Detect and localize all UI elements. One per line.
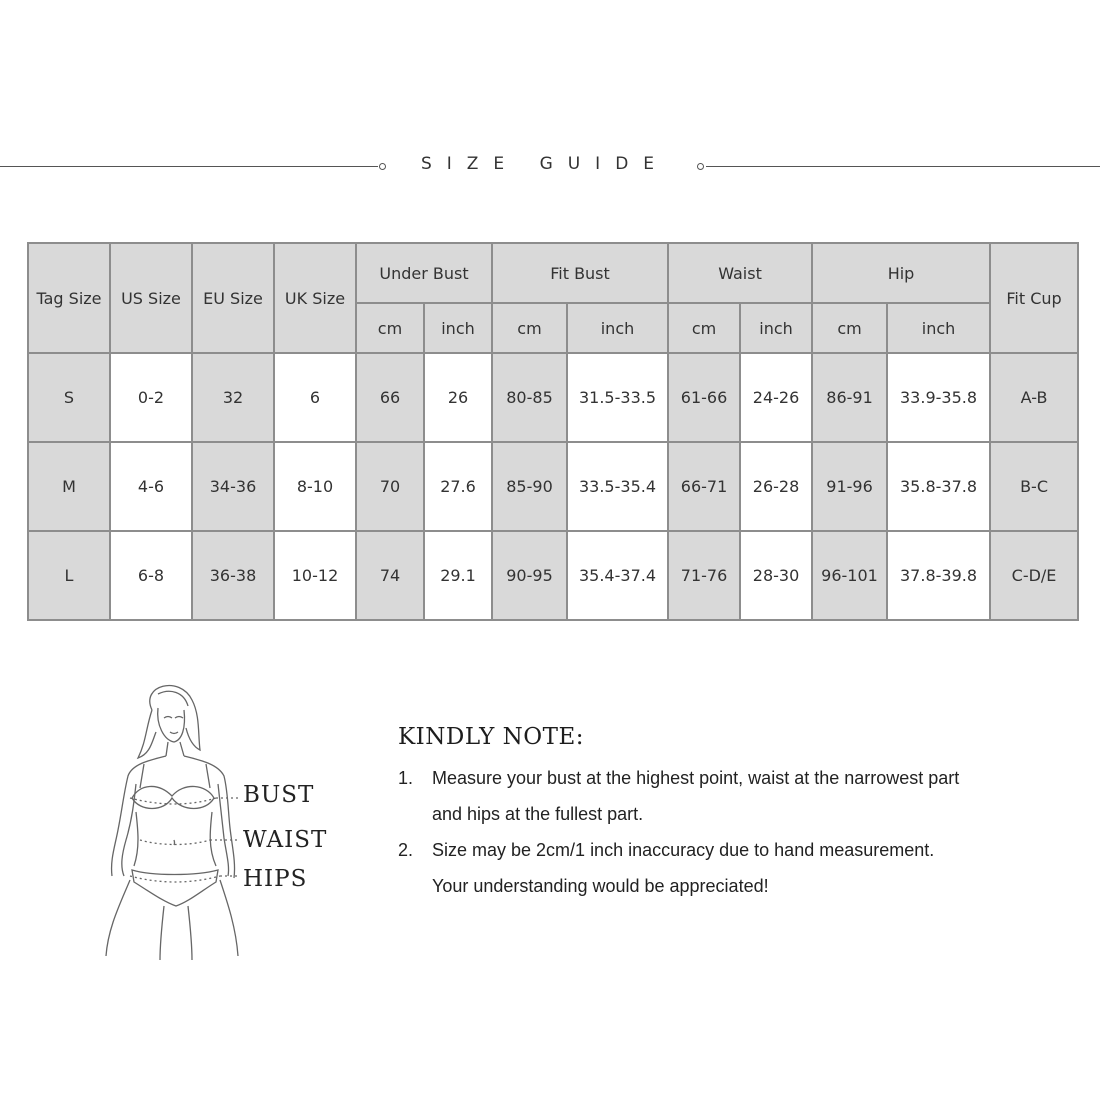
table-cell: 26 <box>424 353 492 442</box>
title-dot-left <box>379 163 386 170</box>
header-under-bust: Under Bust <box>356 243 492 303</box>
header-fit-bust: Fit Bust <box>492 243 668 303</box>
table-cell: 70 <box>356 442 424 531</box>
table-cell: M <box>28 442 110 531</box>
table-cell: 61-66 <box>668 353 740 442</box>
table-header-row <box>28 243 1078 303</box>
note-item-text: Measure your bust at the highest point, waist at the narrowest part <box>432 768 960 788</box>
note-item-number: 1. <box>398 768 414 788</box>
table-cell: 91-96 <box>812 442 887 531</box>
note-item-number: 2. <box>398 840 414 860</box>
table-cell: 80-85 <box>492 353 567 442</box>
table-cell: 31.5-33.5 <box>567 353 668 442</box>
table-cell: 33.9-35.8 <box>887 353 990 442</box>
subheader-cm: cm <box>492 303 567 353</box>
note-title: KINDLY NOTE: <box>398 724 584 750</box>
table-cell: 27.6 <box>424 442 492 531</box>
table-cell: 4-6 <box>110 442 192 531</box>
table-cell: B-C <box>990 442 1078 531</box>
note-item-text: and hips at the fullest part. <box>432 804 644 824</box>
subheader-inch: inch <box>424 303 492 353</box>
table-cell: 35.8-37.8 <box>887 442 990 531</box>
table-cell: 6 <box>274 353 356 442</box>
table-cell: 10-12 <box>274 531 356 620</box>
table-cell: S <box>28 353 110 442</box>
table-cell: 74 <box>356 531 424 620</box>
table-cell: 34-36 <box>192 442 274 531</box>
subheader-inch: inch <box>567 303 668 353</box>
table-cell: 0-2 <box>110 353 192 442</box>
table-cell: C-D/E <box>990 531 1078 620</box>
table-cell: 33.5-35.4 <box>567 442 668 531</box>
table-cell: 28-30 <box>740 531 812 620</box>
table-cell: 96-101 <box>812 531 887 620</box>
table-cell: 29.1 <box>424 531 492 620</box>
title-rule-left <box>0 166 378 167</box>
header-waist: Waist <box>668 243 812 303</box>
table-cell: 85-90 <box>492 442 567 531</box>
table-cell: 90-95 <box>492 531 567 620</box>
table-cell: 37.8-39.8 <box>887 531 990 620</box>
header-tag-size: Tag Size <box>28 243 110 353</box>
table-cell: 6-8 <box>110 531 192 620</box>
subheader-cm: cm <box>356 303 424 353</box>
table-cell: A-B <box>990 353 1078 442</box>
size-table <box>27 242 1079 621</box>
hips-label: HIPS <box>243 866 308 892</box>
waist-label: WAIST <box>243 827 328 853</box>
table-cell: 26-28 <box>740 442 812 531</box>
note-item-text: Size may be 2cm/1 inch inaccuracy due to hand measurement. <box>432 840 935 860</box>
table-cell: L <box>28 531 110 620</box>
body-measurement-illustration <box>60 680 360 960</box>
header-fit-cup: Fit Cup <box>990 243 1078 353</box>
table-row <box>28 353 1078 442</box>
table-cell: 35.4-37.4 <box>567 531 668 620</box>
table-cell: 66-71 <box>668 442 740 531</box>
header-eu-size: EU Size <box>192 243 274 353</box>
title-dot-right <box>697 163 704 170</box>
header-us-size: US Size <box>110 243 192 353</box>
header-hip: Hip <box>812 243 990 303</box>
table-cell: 66 <box>356 353 424 442</box>
table-cell: 32 <box>192 353 274 442</box>
title-rule-right <box>706 166 1100 167</box>
table-cell: 8-10 <box>274 442 356 531</box>
table-cell: 24-26 <box>740 353 812 442</box>
note-item-text: Your understanding would be appreciated! <box>432 876 769 896</box>
header-uk-size: UK Size <box>274 243 356 353</box>
bust-label: BUST <box>243 782 315 808</box>
subheader-cm: cm <box>812 303 887 353</box>
subheader-cm: cm <box>668 303 740 353</box>
table-cell: 71-76 <box>668 531 740 620</box>
page-title: SIZE GUIDE <box>420 154 670 174</box>
subheader-inch: inch <box>887 303 990 353</box>
table-cell: 86-91 <box>812 353 887 442</box>
table-cell: 36-38 <box>192 531 274 620</box>
subheader-inch: inch <box>740 303 812 353</box>
table-row <box>28 531 1078 620</box>
table-row <box>28 442 1078 531</box>
